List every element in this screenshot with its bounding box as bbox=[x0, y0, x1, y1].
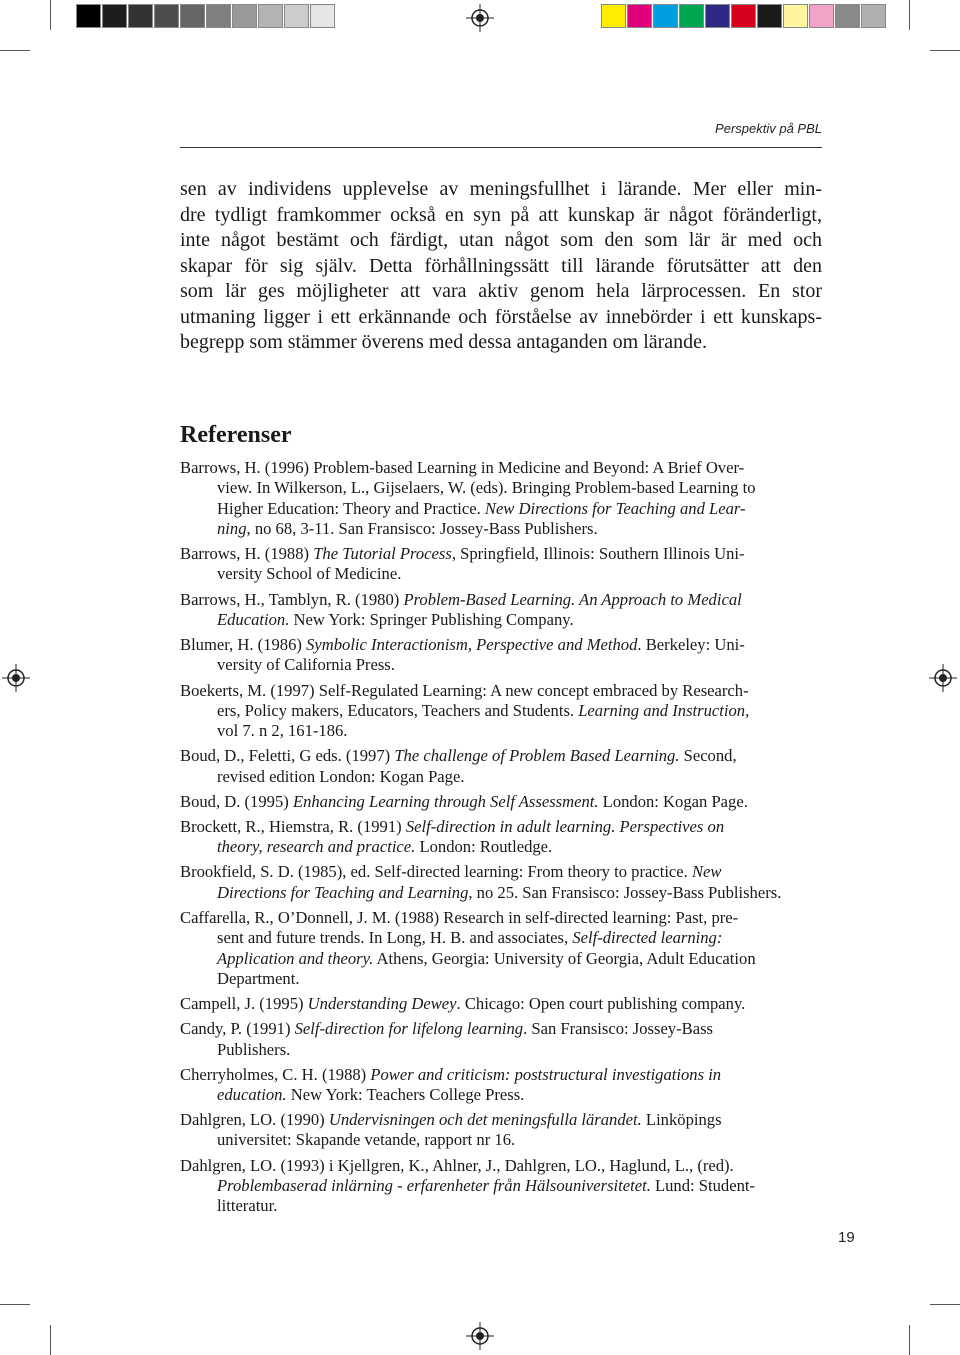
reference-text: Barrows, H., Tamblyn, R. (1980) bbox=[180, 589, 404, 609]
reference-text: Barrows, H. (1996) Problem-based Learning in Medicine and Beyond: A Brief Over- bbox=[180, 458, 745, 477]
reference-line bbox=[180, 928, 820, 948]
reference-line bbox=[180, 883, 820, 903]
color-swatch bbox=[809, 4, 834, 28]
reference-text: Boud, D., Feletti, G eds. (1997) bbox=[180, 746, 395, 766]
reference-text: litteratur. bbox=[217, 1196, 278, 1216]
reference-line bbox=[180, 519, 820, 539]
reference-text: Lund: Student- bbox=[650, 1175, 756, 1195]
reference-line bbox=[180, 969, 820, 989]
reference-line bbox=[180, 478, 820, 498]
reference-line bbox=[180, 590, 820, 610]
reference-line bbox=[180, 908, 820, 928]
reference-entry bbox=[180, 817, 820, 858]
reference-title-text: Undervisningen och det meningsfulla lärandet. bbox=[328, 1110, 642, 1130]
body-line: skapar för sig själv. Detta förhållningssätt till lärande förutsätter att den bbox=[180, 254, 822, 277]
color-swatch bbox=[731, 4, 756, 28]
reference-entry bbox=[180, 746, 820, 787]
body-line: begrepp som stämmer överens med dessa antaganden om lärande. bbox=[180, 331, 708, 353]
reference-text: London: Routledge. bbox=[415, 837, 553, 857]
reference-text: Cherryholmes, C. H. (1988) bbox=[180, 1064, 371, 1084]
reference-entry bbox=[180, 1065, 820, 1106]
reference-entry bbox=[180, 590, 820, 631]
reference-entry bbox=[180, 544, 820, 585]
registration-mark-icon bbox=[466, 1322, 494, 1350]
reference-line bbox=[180, 837, 820, 857]
reference-text: view. In Wilkerson, L., Gijselaers, W. (eds). Bringing Problem-based Learning to bbox=[217, 478, 756, 498]
reference-text: versity School of Medicine. bbox=[217, 564, 402, 584]
process-color-bar bbox=[601, 4, 887, 28]
reference-entry bbox=[180, 635, 820, 676]
reference-text: Dahlgren, LO. (1990) bbox=[180, 1110, 329, 1130]
crop-mark bbox=[0, 1304, 30, 1305]
running-header: Perspektiv på PBL bbox=[715, 121, 822, 136]
reference-text: revised edition London: Kogan Page. bbox=[217, 766, 465, 786]
reference-entry bbox=[180, 994, 820, 1014]
reference-entry bbox=[180, 458, 820, 539]
reference-line bbox=[180, 767, 820, 787]
reference-text: , Springfield, Illinois: Southern Illinois Uni- bbox=[451, 544, 745, 564]
color-swatch bbox=[180, 4, 205, 28]
reference-title-text: New Directions for Teaching and Lear- bbox=[484, 498, 746, 518]
color-swatch bbox=[206, 4, 231, 28]
reference-title-text: Education. bbox=[217, 609, 290, 629]
reference-line bbox=[180, 544, 820, 564]
reference-text: Linköpings bbox=[641, 1110, 722, 1130]
references-heading: Referenser bbox=[180, 422, 292, 448]
reference-text: . Chicago: Open court publishing company. bbox=[456, 994, 746, 1014]
reference-title-text: Learning and Instruction, bbox=[578, 700, 750, 720]
color-swatch bbox=[102, 4, 127, 28]
body-line: utmaning ligger i ett erkännande och förståelse av innebörder i ett kunskaps- bbox=[180, 305, 822, 328]
reference-title-text: The challenge of Problem Based Learning. bbox=[394, 746, 680, 766]
reference-text: Campell, J. (1995) bbox=[180, 994, 308, 1014]
color-swatch bbox=[653, 4, 678, 28]
reference-entry bbox=[180, 1019, 820, 1060]
reference-text: Barrows, H. (1988) bbox=[180, 544, 314, 564]
reference-line bbox=[180, 1085, 820, 1105]
body-line: sen av individens upplevelse av meningsfullhet i lärande. Mer eller min- bbox=[180, 178, 822, 200]
reference-text: Athens, Georgia: University of Georgia, Adult Education bbox=[373, 948, 756, 968]
reference-line bbox=[180, 1176, 820, 1196]
reference-text: Dahlgren, LO. (1993) i Kjellgren, K., Ahlner, J., Dahlgren, LO., Haglund, L., (red). bbox=[180, 1155, 734, 1175]
color-swatch bbox=[128, 4, 153, 28]
color-swatch bbox=[861, 4, 886, 28]
reference-title-text: ning bbox=[217, 518, 247, 538]
reference-title-text: Symbolic Interactionism, Perspective and Method bbox=[306, 635, 638, 655]
color-swatch bbox=[76, 4, 101, 28]
gray-color-bar bbox=[76, 4, 336, 28]
crop-mark bbox=[50, 1325, 51, 1355]
page-number: 19 bbox=[838, 1229, 855, 1246]
reference-text: Brookfield, S. D. (1985), ed. Self-directed learning: From theory to practice. bbox=[180, 862, 692, 882]
reference-text: . Berkeley: Uni- bbox=[637, 635, 745, 655]
registration-mark-icon bbox=[2, 664, 30, 692]
reference-entry bbox=[180, 1156, 820, 1217]
crop-mark bbox=[50, 0, 51, 30]
color-swatch bbox=[679, 4, 704, 28]
reference-title-text: Self-directed learning: bbox=[572, 928, 723, 948]
crop-mark bbox=[909, 1325, 910, 1355]
reference-text: Brockett, R., Hiemstra, R. (1991) bbox=[180, 816, 406, 836]
reference-entry bbox=[180, 681, 820, 742]
reference-line bbox=[180, 1040, 820, 1060]
color-swatch bbox=[284, 4, 309, 28]
reference-text: Higher Education: Theory and Practice. bbox=[217, 498, 485, 518]
reference-line bbox=[180, 564, 820, 584]
reference-text: New York: Springer Publishing Company. bbox=[289, 609, 574, 629]
reference-title-text: Self-direction for lifelong learning bbox=[294, 1019, 524, 1039]
color-swatch bbox=[705, 4, 730, 28]
reference-entry bbox=[180, 908, 820, 989]
reference-text: universitet: Skapande vetande, rapport nr 16. bbox=[217, 1130, 516, 1150]
reference-text: , no 68, 3-11. San Fransisco: Jossey-Bass Publishers. bbox=[246, 518, 598, 538]
color-swatch bbox=[310, 4, 335, 28]
reference-line bbox=[180, 635, 820, 655]
body-paragraph bbox=[180, 177, 822, 356]
reference-text: Caffarella, R., O’Donnell, J. M. (1988) Research in self-directed learning: Past, pre- bbox=[180, 907, 739, 927]
reference-title-text: Application and theory. bbox=[217, 948, 374, 968]
reference-line bbox=[180, 862, 820, 882]
reference-line bbox=[180, 949, 820, 969]
crop-mark bbox=[930, 50, 960, 51]
reference-line bbox=[180, 721, 820, 741]
registration-mark-icon bbox=[466, 4, 494, 32]
reference-line bbox=[180, 746, 820, 766]
reference-text: Candy, P. (1991) bbox=[180, 1019, 295, 1039]
reference-line bbox=[180, 994, 820, 1014]
reference-line bbox=[180, 1110, 820, 1130]
reference-title-text: Enhancing Learning through Self Assessment. bbox=[292, 791, 599, 811]
crop-mark bbox=[930, 1304, 960, 1305]
reference-line bbox=[180, 458, 820, 478]
reference-line bbox=[180, 1196, 820, 1216]
reference-text: vol 7. n 2, 161-186. bbox=[217, 721, 348, 741]
reference-title-text: New bbox=[691, 862, 722, 882]
body-line: som lär ges möjligheter att vara aktiv genom hela lärprocessen. En stor bbox=[180, 280, 822, 302]
reference-line bbox=[180, 499, 820, 519]
reference-title-text: Directions for Teaching and Learning bbox=[217, 882, 469, 902]
reference-title-text: Power and criticism: poststructural investigations in bbox=[370, 1064, 722, 1084]
reference-entry bbox=[180, 792, 820, 812]
registration-mark-icon bbox=[929, 664, 957, 692]
reference-text: Boud, D. (1995) bbox=[180, 791, 293, 811]
reference-text: London: Kogan Page. bbox=[598, 791, 748, 811]
reference-entry bbox=[180, 862, 820, 903]
reference-text: sent and future trends. In Long, H. B. and associates, bbox=[217, 928, 573, 948]
reference-text: , no 25. San Fransisco: Jossey-Bass Publishers. bbox=[468, 882, 782, 902]
reference-title-text: theory, research and practice. bbox=[217, 837, 416, 857]
reference-line bbox=[180, 1065, 820, 1085]
reference-entry bbox=[180, 1110, 820, 1151]
reference-title-text: Self-direction in adult learning. Perspectives on bbox=[405, 816, 725, 836]
color-swatch bbox=[232, 4, 257, 28]
reference-title-text: Understanding Dewey bbox=[307, 994, 457, 1014]
reference-line bbox=[180, 1156, 820, 1176]
reference-text: New York: Teachers College Press. bbox=[286, 1085, 525, 1104]
reference-line bbox=[180, 655, 820, 675]
reference-title-text: Problem-Based Learning. An Approach to Medical bbox=[403, 589, 742, 609]
crop-mark bbox=[909, 0, 910, 30]
color-swatch bbox=[783, 4, 808, 28]
reference-text: Second, bbox=[679, 746, 737, 766]
color-swatch bbox=[757, 4, 782, 28]
crop-mark bbox=[0, 50, 30, 51]
body-line: dre tydligt framkommer också en syn på att kunskap är något föränderligt, bbox=[180, 203, 822, 226]
reference-title-text: education. bbox=[217, 1085, 287, 1104]
reference-text: ers, Policy makers, Educators, Teachers and Students. bbox=[217, 700, 579, 720]
reference-line bbox=[180, 1130, 820, 1150]
reference-line bbox=[180, 817, 820, 837]
reference-line bbox=[180, 610, 820, 630]
header-rule bbox=[180, 147, 822, 148]
color-swatch bbox=[835, 4, 860, 28]
reference-line bbox=[180, 701, 820, 721]
color-swatch bbox=[601, 4, 626, 28]
reference-title-text: The Tutorial Process bbox=[313, 544, 452, 564]
reference-text: Publishers. bbox=[217, 1039, 291, 1059]
color-swatch bbox=[627, 4, 652, 28]
reference-line bbox=[180, 792, 820, 812]
reference-text: Department. bbox=[217, 968, 300, 988]
color-swatch bbox=[258, 4, 283, 28]
reference-title-text: Problembaserad inlärning - erfarenheter från Hälsouniversitetet. bbox=[217, 1175, 651, 1195]
reference-list bbox=[180, 458, 820, 1221]
reference-line bbox=[180, 681, 820, 701]
reference-text: versity of California Press. bbox=[217, 655, 395, 675]
reference-text: Blumer, H. (1986) bbox=[180, 635, 307, 655]
reference-line bbox=[180, 1019, 820, 1039]
body-line: inte något bestämt och färdigt, utan något som den som lär är med och bbox=[180, 229, 822, 251]
color-swatch bbox=[154, 4, 179, 28]
reference-text: . San Fransisco: Jossey-Bass bbox=[523, 1019, 713, 1039]
reference-text: Boekerts, M. (1997) Self-Regulated Learning: A new concept embraced by Research- bbox=[180, 680, 749, 700]
